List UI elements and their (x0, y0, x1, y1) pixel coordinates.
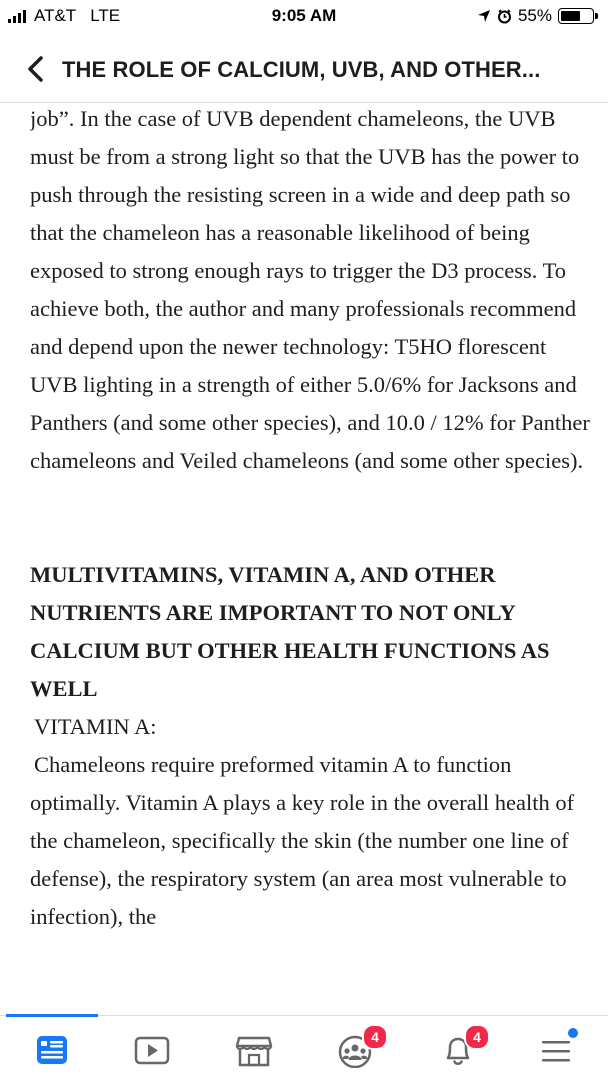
article-body (30, 100, 590, 1008)
location-arrow-icon (477, 9, 491, 23)
article-header (0, 40, 608, 103)
bottom-tab-bar (0, 1015, 608, 1081)
notifications-badge: 4 (464, 1024, 490, 1050)
tab-watch[interactable] (132, 1032, 172, 1068)
page-title: THE ROLE OF CALCIUM, UVB, AND OTHER... (62, 57, 541, 82)
groups-badge: 4 (362, 1024, 388, 1050)
tab-menu[interactable] (538, 1032, 578, 1068)
marketplace-icon (234, 1032, 274, 1068)
network-type: LTE (90, 6, 121, 25)
tab-news-feed[interactable] (32, 1032, 72, 1068)
battery-percent: 55% (517, 6, 552, 25)
battery-icon (558, 8, 594, 24)
carrier-name: AT&T (34, 6, 77, 25)
article-paragraph: job”. In the case of UVB dependent chameleons, the UVB must be from a strong light so that the UVB has the power to push through the resisting screen in a wide and deep path so that the chameleon has a reasonable likelihood of being exposed to strong enough rays to trigger the D3 process. To achieve both, the author and many professionals recommend and depend upon the newer technology: T5HO florescent UVB lighting in a strength of either 5.0/6% for Jacksons and Panthers (and some other species), and 10.0 / 12% for Panther chameleons and Veiled chameleons (and some other species). (30, 106, 590, 473)
chevron-left-icon[interactable] (24, 54, 48, 84)
tab-notifications[interactable] (438, 1029, 481, 1068)
clock: 9:05 AM (271, 6, 337, 25)
system-indicators (477, 6, 594, 26)
tab-groups[interactable] (336, 1029, 379, 1068)
news-feed-icon (32, 1032, 72, 1068)
section-heading: MULTIVITAMINS, VITAMIN A, AND OTHER NUTRIENTS ARE IMPORTANT TO NOT ONLY CALCIUM BUT OTHER HEALTH FUNCTIONS AS WELL (30, 562, 550, 701)
active-tab-indicator (6, 1014, 98, 1017)
menu-notification-dot (568, 1028, 578, 1038)
status-bar (0, 0, 608, 34)
alarm-icon (497, 9, 512, 24)
article-paragraph: Chameleons require preformed vitamin A to function optimally. Vitamin A plays a key role in the overall health of the chameleon, specifically the skin (the number one line of defense), the respiratory system (an area most vulnerable to infection), the (30, 752, 575, 929)
tab-marketplace[interactable] (234, 1032, 274, 1068)
watch-video-icon (132, 1032, 172, 1068)
section-subheading: VITAMIN A: (34, 714, 157, 739)
